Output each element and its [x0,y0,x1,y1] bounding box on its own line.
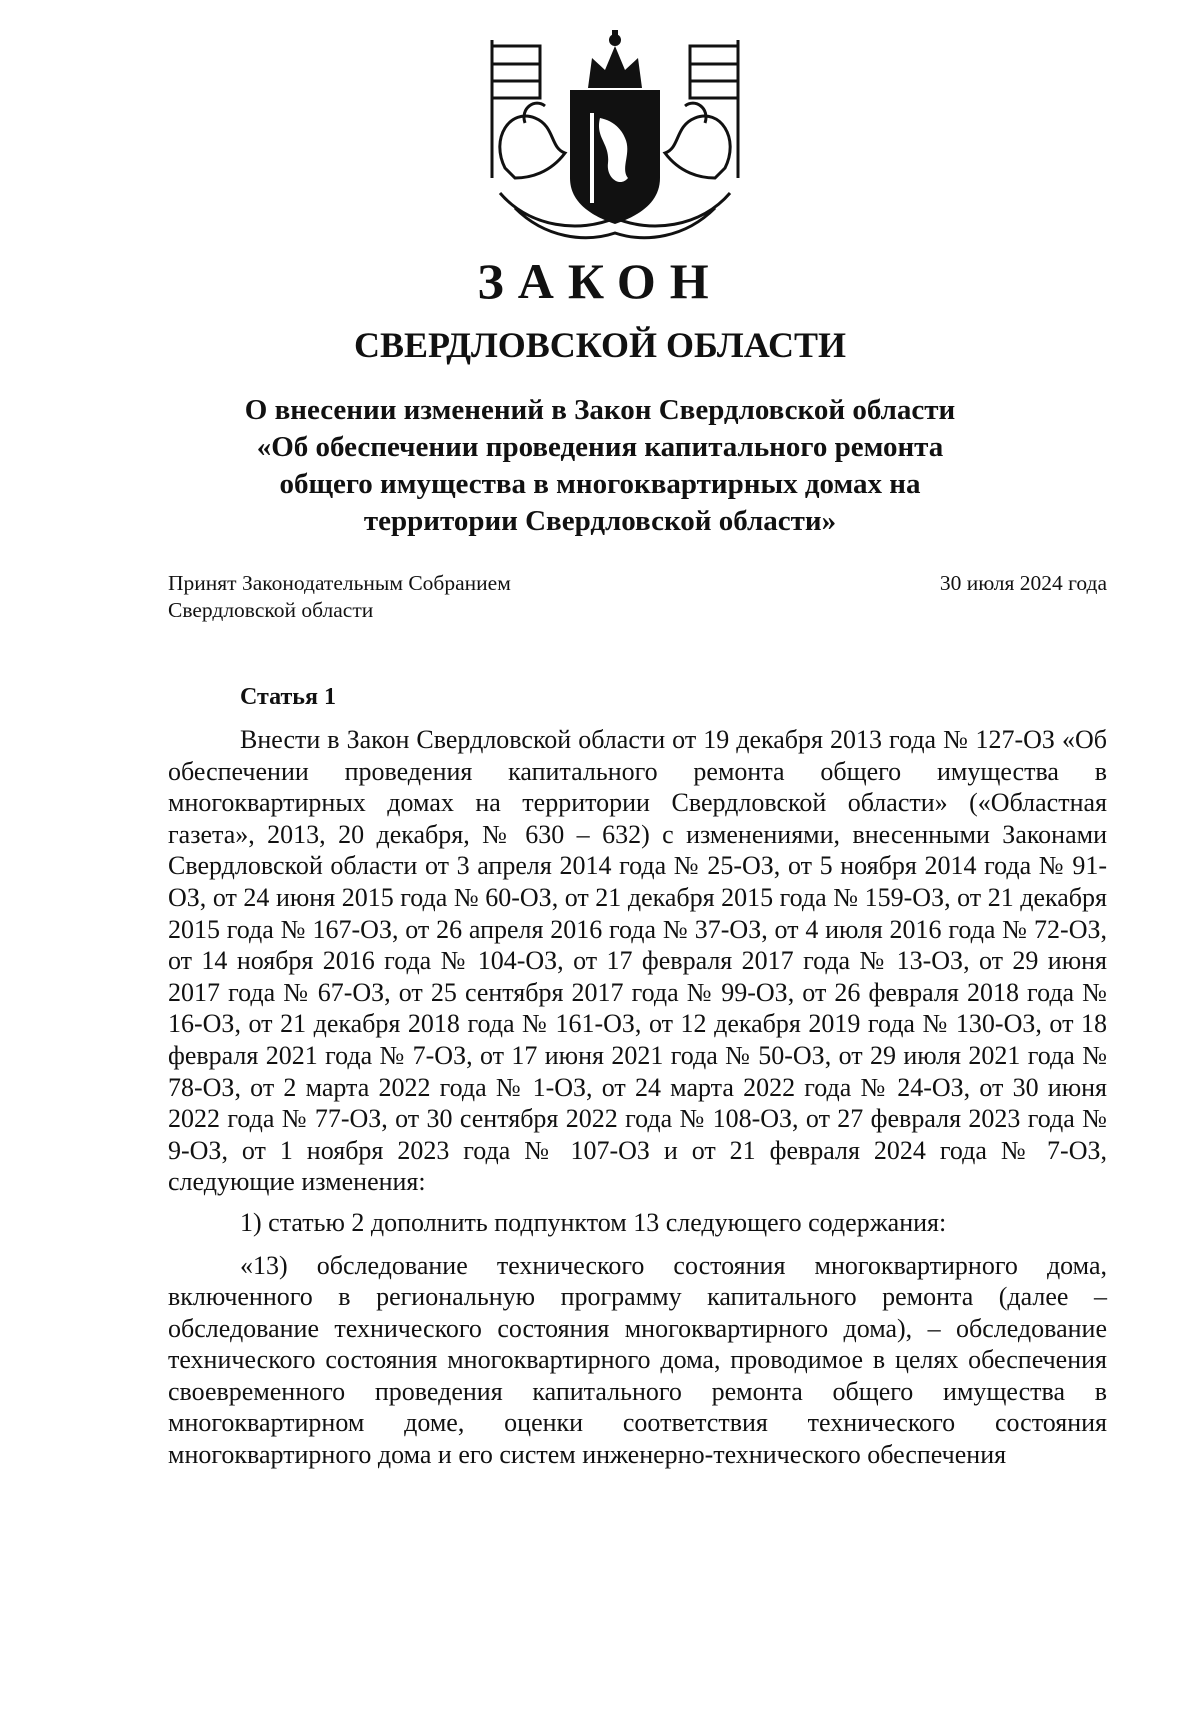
adoption-line-1: Принят Законодательным Собранием [168,571,511,595]
adoption-note [168,570,511,624]
article-body [168,724,1107,1471]
article-quote-paragraph: «13) обследование технического состояния многоквартирного дома, включенного в региональную программу капитального ремонта (далее – обследование технического состояния многоквартирного дома), – обследование технического состояния многоквартирного дома, проводимое в целях обеспечения своевременного проведения капитального ремонта общего имущества в многоквартирном доме, оценки соответствия технического состояния многоквартирного дома и его систем инженерно-технического обеспечения [168,1250,1107,1470]
law-title: ЗАКОН [477,253,723,309]
article-heading: Статья 1 [240,684,336,710]
article-item-paragraph: 1) статью 2 дополнить подпунктом 13 следующего содержания: [240,1207,947,1237]
law-subject: О внесении изменений в Закон Свердловской области «Об обеспечении проведения капитального ремонта общего имущества в многоквартирных домах на территории Свердловской области» [244,394,956,537]
adoption-line-2: Свердловской области [168,598,374,622]
adoption-date: 30 июля 2024 года [939,571,1107,595]
article-intro-paragraph: Внести в Закон Свердловской области от 19 декабря 2013 года № 127-ОЗ «Об обеспечении проведения капитального ремонта общего имущества в многоквартирных домах на территории Свердловской области» («Областная газета», 2013, 20 декабря, № 630 – 632) с изменениями, внесенными Законами Свердловской области от 3 апреля 2014 года № 25-ОЗ, от 5 ноября 2014 года № 91-ОЗ, от 24 июня 2015 года № 60-ОЗ, от 21 декабря 2015 года № 159-ОЗ, от 21 декабря 2015 года № 167-ОЗ, от 26 апреля 2016 года № 37-ОЗ, от 4 июля 2016 года № 72-ОЗ, от 14 ноября 2016 года № 104-ОЗ, от 17 февраля 2017 года № 13-ОЗ, от 29 июня 2017 года № 67-ОЗ, от 25 сентября 2017 года № 99-ОЗ, от 26 февраля 2018 года № 16-ОЗ, от 21 декабря 2018 года № 161-ОЗ, от 12 декабря 2019 года № 130-ОЗ, от 18 февраля 2021 года № 7-ОЗ, от 17 июня 2021 года № 50-ОЗ, от 29 июля 2021 года № 78-ОЗ, от 2 марта 2022 года № 1-ОЗ, от 24 марта 2022 года № 24-ОЗ, от 30 июня 2022 года № 77-ОЗ, от 30 сентября 2022 года № 108-ОЗ, от 27 февраля 2023 года № 9-ОЗ, от 1 ноября 2023 года № 107-ОЗ и от 21 февраля 2024 года № 7-ОЗ, следующие изменения: [168,725,1107,1197]
coat-of-arms-icon [470,28,760,253]
region-title: СВЕРДЛОВСКОЙ ОБЛАСТИ [354,325,846,365]
